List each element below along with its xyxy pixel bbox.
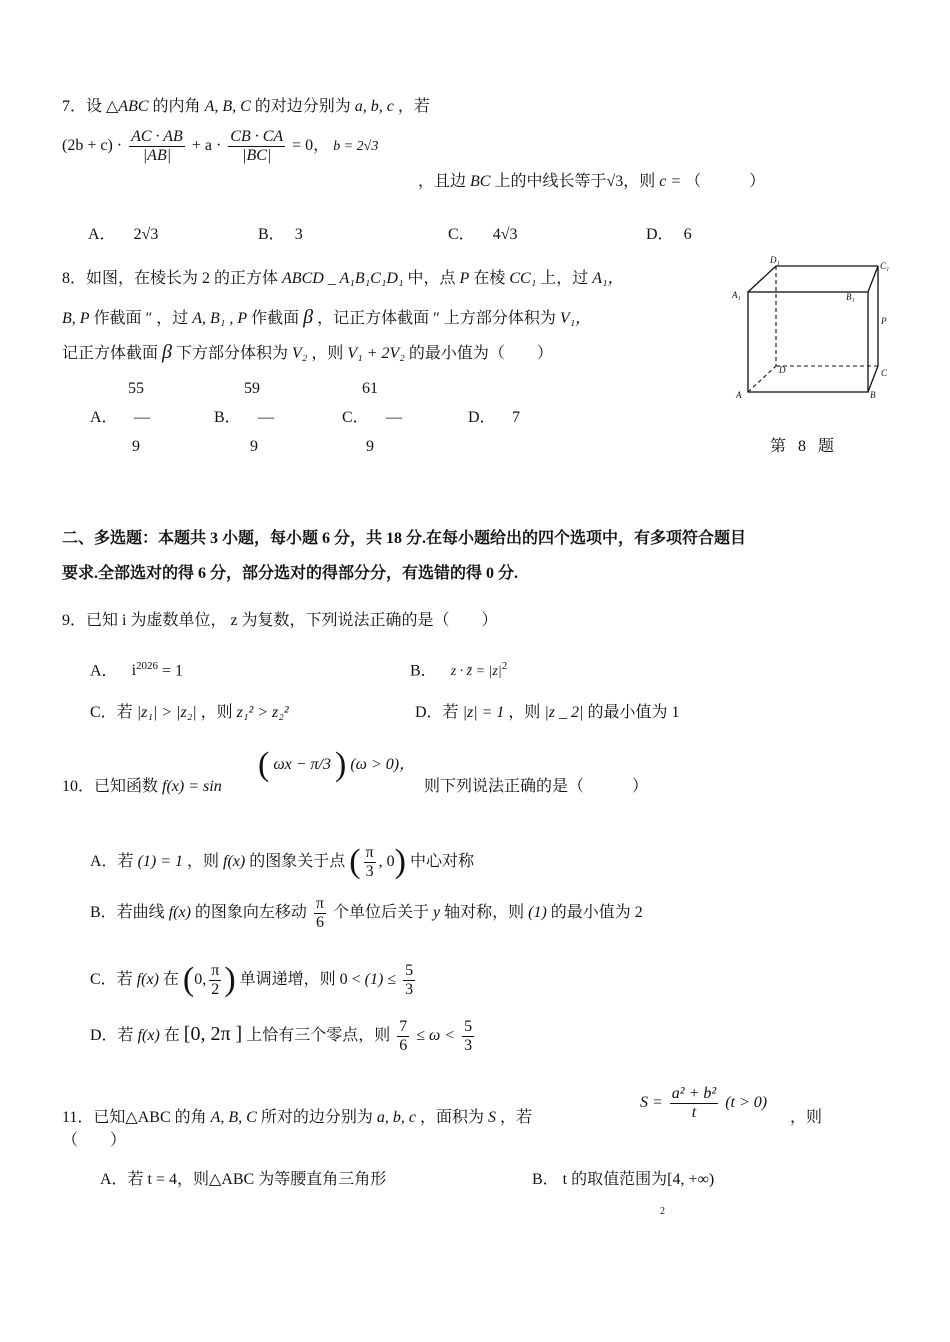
q11-angles: A, B, C <box>210 1109 257 1126</box>
q8-v1: V₁， <box>559 310 592 327</box>
cube-label-p: P <box>881 316 887 326</box>
q7-option-b-label: B． <box>258 226 285 243</box>
q11-formula <box>640 1085 767 1121</box>
figure-caption: 第 8 题 <box>770 438 839 455</box>
q10-option-a <box>90 842 474 883</box>
q7-number: 7．设 <box>62 98 103 115</box>
q9-option-a-exp: 2026 <box>136 660 159 672</box>
q11-sides: a, b, c <box>376 1109 416 1126</box>
q10-function: f(x) = sin <box>162 778 222 795</box>
q8-option-c-denominator: 9 <box>366 438 374 455</box>
q10-c-bound-frac <box>403 962 415 998</box>
q10-d-text-3: 上恰有三个零点，则 <box>246 1026 391 1044</box>
q10-a-fx: f(x) <box>223 853 246 871</box>
q7-option-c-label: C． <box>448 226 475 243</box>
q8-point-a1: A₁， <box>592 270 624 287</box>
q10-a-paren-right: ) <box>394 843 406 880</box>
q8-text-3d: 的最小值为（ ） <box>408 345 553 362</box>
q10-paren-left: ( <box>258 746 270 783</box>
q8-option-a-denominator: 9 <box>132 438 140 455</box>
q9-option-c-then: ，则 <box>200 704 233 721</box>
q10-argument <box>258 745 415 786</box>
q7-bc: BC <box>470 173 491 190</box>
cube-hidden-ad <box>748 366 776 392</box>
q10-a-point-frac <box>364 844 376 880</box>
cube-label-c1: C₁ <box>880 261 890 271</box>
q10-c-interval-frac <box>209 962 221 998</box>
q8-text-1c: 在棱 <box>473 270 506 287</box>
q8-expression: V₁ + 2V₂ <box>347 345 405 362</box>
q8-v2: V₂ <box>292 345 308 362</box>
q10-c-interval-den: 2 <box>211 980 220 998</box>
q11-stem-line <box>62 1108 532 1127</box>
q8-text-3c: ，则 <box>311 345 344 362</box>
q9-option-d-expr: |z _ 2| <box>544 704 584 721</box>
q7-option-d <box>646 225 692 244</box>
q7-option-c <box>448 225 517 244</box>
q11-formula-frac <box>670 1085 718 1121</box>
q9-option-c-condition: |z₁| > |z₂| <box>136 704 197 721</box>
q10-option-c <box>90 960 418 1001</box>
q7-answer-paren: （ ） <box>685 173 766 190</box>
q9-option-a <box>90 660 183 681</box>
q8-text-2e: ，记正方体截面 <box>317 310 430 327</box>
q10-a-f: (1) = 1 <box>137 853 184 871</box>
q10-d-text-1: D．若 <box>90 1026 134 1044</box>
q8-text-2c: ，过 <box>156 310 189 327</box>
q7-frac-2-den: |BC| <box>242 146 272 164</box>
q8-option-a-label: A． <box>90 409 118 426</box>
cube-label-c: C <box>881 368 888 378</box>
cube-label-a1: A₁ <box>732 290 741 300</box>
q8-option-b-numerator: 59 <box>244 380 260 397</box>
q7-sides: a, b, c <box>354 98 394 115</box>
q7-angles: A, B, C <box>204 98 251 115</box>
q9-option-a-label: A． <box>90 662 118 680</box>
q8-beta: β <box>303 306 314 328</box>
q7-frac-1-num: AC · AB <box>131 128 183 145</box>
q8-line2 <box>62 305 591 329</box>
q10-d-right-den: 3 <box>464 1036 473 1054</box>
section-2-heading-line1: 二、多选题：本题共 3 小题，每小题 6 分，共 18 分.在每小题给出的四个选项中，有多项符合题目 <box>62 530 747 547</box>
q7-line1 <box>62 97 430 116</box>
q10-d-omega-range: ≤ ω < <box>416 1026 456 1044</box>
q9-option-d-then: ，则 <box>508 704 541 721</box>
q11-formula-den: t <box>691 1103 697 1121</box>
q7-option-a-value: 2√3 <box>133 226 159 243</box>
q10-a-point-num: π <box>365 844 374 862</box>
q7-text-1: 的内角 <box>152 98 201 115</box>
q11-stem-3: ，面积为 <box>419 1109 484 1126</box>
q10-b-text-5: 的最小值为 2 <box>550 903 643 921</box>
q9-option-b-exp: 2 <box>501 660 508 672</box>
q10-b-fx: f(x) <box>168 903 191 921</box>
q10-arg: ωx − π/3 <box>273 756 331 774</box>
cube-label-b1: B₁ <box>846 292 855 302</box>
q8-text-2f: 上方部分体积为 <box>443 310 556 327</box>
q7-option-c-value: 4√3 <box>492 226 518 243</box>
q8-option-d-value: 7 <box>512 409 520 426</box>
q8-text-3a: 记正方体截面 <box>62 345 159 362</box>
q8-text-1a: 8．如图，在棱长为 2 的正方体 <box>62 270 279 287</box>
q8-text-2d: 作截面 <box>251 310 300 327</box>
q11-stem-2: 所对的边分别为 <box>260 1109 373 1126</box>
cube-label-d1: D₁ <box>770 255 780 265</box>
q10-d-left-num: 7 <box>399 1018 408 1035</box>
q8-cube-name: ABCD _ A₁B₁C₁D₁ <box>282 270 404 287</box>
q10-a-point-den: 3 <box>365 862 374 880</box>
q9-option-c <box>90 703 289 722</box>
q7-c-eq: c = <box>659 173 682 190</box>
q7-plus-a: + a · <box>191 136 222 154</box>
q7-option-b <box>258 225 303 244</box>
q10-c-bound-num: 5 <box>405 962 414 980</box>
q9-option-d-condition: |z| = 1 <box>462 704 505 721</box>
q11-stem-5: ，则 <box>790 1109 823 1126</box>
cube-label-b: B <box>870 390 876 400</box>
q7-frac-1 <box>129 128 185 164</box>
q10-c-fx: f(x) <box>136 971 159 989</box>
q10-a-text-1: A．若 <box>90 853 134 871</box>
q8-option-c-bar: — <box>386 409 402 426</box>
cube-edge-b1c1 <box>868 266 878 292</box>
q8-text-1d: 上，过 <box>540 270 589 287</box>
q7-eq-zero: = 0， <box>292 136 330 154</box>
q8-beta-2: β <box>162 341 172 363</box>
q10-a-text-3: 的图象关于点 <box>249 853 346 871</box>
q8-bp: B, P <box>62 310 90 327</box>
q8-line1 <box>62 269 624 288</box>
q10-b-text-3: 个单位后关于 <box>332 903 429 921</box>
q7-eq-2bc: (2b + c) · <box>62 136 123 154</box>
q10-a-point-tail: , 0 <box>378 853 395 871</box>
q10-b-text-4: 轴对称，则 <box>444 903 525 921</box>
q10-d-right-frac <box>462 1018 474 1054</box>
cube-label-d: D <box>779 365 786 375</box>
q11-option-b: B． t 的取值范围为[4, +∞) <box>532 1171 715 1188</box>
q10-c-interval-num: π <box>211 962 220 980</box>
q9-option-b-label: B． <box>410 662 437 680</box>
cube-figure <box>728 252 898 412</box>
q10-c-paren-right: ) <box>224 961 236 998</box>
q8-line3 <box>62 340 553 364</box>
q9-option-a-i: i <box>131 662 137 680</box>
q8-option-a-numerator: 55 <box>128 380 144 397</box>
q7-b-value: b = 2√3 <box>333 138 379 154</box>
q10-b-text-1: B．若曲线 <box>90 903 165 921</box>
q8-option-c-numerator: 61 <box>362 380 378 397</box>
q10-option-d <box>90 1018 477 1054</box>
q10-c-leq: ≤ <box>387 971 397 989</box>
q11-stem-1: 11．已知△ABC 的角 <box>62 1109 207 1126</box>
q8-alpha: ″ <box>145 310 153 327</box>
q10-paren-right: ) <box>334 746 347 783</box>
q9-stem: 9．已知 i 为虚数单位， z 为复数，下列说法正确的是（ ） <box>62 612 498 629</box>
q8-option-a-bar: — <box>134 409 150 426</box>
q10-b-shift-frac <box>314 895 326 931</box>
q11-stem-4: ，若 <box>499 1109 532 1126</box>
q9-option-d-label: D．若 <box>415 704 459 721</box>
q10-c-bound-den: 3 <box>405 980 414 998</box>
cube-edge-a1d1 <box>748 266 776 292</box>
q11-formula-num: a² + b² <box>671 1085 717 1102</box>
q7-line3 <box>418 172 765 191</box>
q10-b-text-2: 的图象向左移动 <box>194 903 307 921</box>
q7-option-d-value: 6 <box>683 226 692 243</box>
q9-option-b <box>410 660 507 681</box>
q8-option-b-denominator: 9 <box>250 438 258 455</box>
q10-d-interval: [0, 2π ] <box>183 1022 243 1045</box>
q8-option-d-label: D． <box>468 409 496 426</box>
q8-text-1b: 中，点 <box>407 270 456 287</box>
q10-c-paren-left: ( <box>182 961 195 998</box>
q10-d-left-frac <box>397 1018 409 1054</box>
q11-s: S <box>487 1109 496 1126</box>
q11-t-cond: (t > 0) <box>725 1093 768 1111</box>
cube-edge-bc <box>868 366 878 392</box>
q10-d-left-den: 6 <box>399 1036 408 1054</box>
q7-triangle: △ABC <box>106 98 149 115</box>
q9-option-d <box>415 703 679 722</box>
q10-option-b <box>90 895 643 931</box>
q7-text-5: 上的中线长等于√3，则 <box>494 173 656 190</box>
q10-a-text-4: 中心对称 <box>409 853 474 871</box>
q8-ab1p: A, B₁ , P <box>192 310 248 327</box>
q8-text-2b: 作截面 <box>93 310 142 327</box>
q8-option-b-label: B． <box>214 409 241 426</box>
q7-option-b-value: 3 <box>294 226 303 243</box>
q7-option-a-label: A． <box>88 226 116 243</box>
q10-d-right-num: 5 <box>464 1018 473 1035</box>
q10-b-y: y <box>433 903 441 921</box>
q9-option-c-label: C．若 <box>90 704 133 721</box>
q7-option-d-label: D． <box>646 226 674 243</box>
q10-c-omega: (1) <box>364 971 384 989</box>
q7-frac-2-num: CB · CA <box>230 128 284 145</box>
q8-edge-cc1: CC₁ <box>509 270 537 287</box>
q8-point-p: P <box>459 270 470 287</box>
q9-option-b-expr: z · z̄ = |z| <box>450 664 502 680</box>
q10-stem-1: 10．已知函数 <box>62 778 159 795</box>
q10-stem-2: 则下列说法正确的是（ ） <box>424 778 649 795</box>
q7-text-3: ，若 <box>397 98 430 115</box>
cube-front-face <box>748 292 868 392</box>
q7-frac-1-den: |AB| <box>142 146 172 164</box>
q9-option-d-rest: 的最小值为 1 <box>587 704 680 721</box>
cube-label-a: A <box>736 390 742 400</box>
q10-b-shift-den: 6 <box>315 913 324 931</box>
q7-equation <box>62 128 378 164</box>
q8-alpha-2: ″ <box>433 310 440 327</box>
q10-d-fx: f(x) <box>137 1026 160 1044</box>
q10-stem <box>62 777 222 796</box>
section-2-heading-line2: 要求.全部选对的得 6 分，部分选对的得部分分，有选错的得 0 分. <box>62 565 519 582</box>
q10-c-text-1: C．若 <box>90 971 133 989</box>
q9-option-c-result: z₁² > z₂² <box>236 704 289 721</box>
q10-b-shift-num: π <box>315 895 324 912</box>
q11-answer-paren: （ ） <box>62 1132 127 1149</box>
q7-text-2: 的对边分别为 <box>254 98 351 115</box>
q10-d-text-2: 在 <box>163 1026 180 1044</box>
q9-option-a-rest: = 1 <box>162 662 184 680</box>
q10-a-text-2: ，则 <box>187 853 220 871</box>
q10-omega-cond: (ω > 0)， <box>350 756 416 774</box>
q10-c-text-3: 单调递增，则 0 < <box>239 971 361 989</box>
q11-s-eq: S = <box>640 1093 663 1111</box>
page-number: 2 <box>660 1206 665 1217</box>
q8-option-c-label: C． <box>342 409 369 426</box>
q11-option-a: A．若 t = 4，则△ABC 为等腰直角三角形 <box>100 1171 387 1188</box>
q7-text-4: ，且边 <box>418 173 467 190</box>
q7-frac-2 <box>228 128 285 164</box>
q8-option-b-bar: — <box>258 409 274 426</box>
q10-b-omega: (1) <box>528 903 547 921</box>
q8-text-3b: 下方部分体积为 <box>175 345 288 362</box>
q10-c-text-2: 在 <box>162 971 179 989</box>
q10-a-paren-left: ( <box>349 843 361 880</box>
q7-option-a <box>88 225 158 244</box>
q10-c-interval-start: 0, <box>194 971 207 989</box>
